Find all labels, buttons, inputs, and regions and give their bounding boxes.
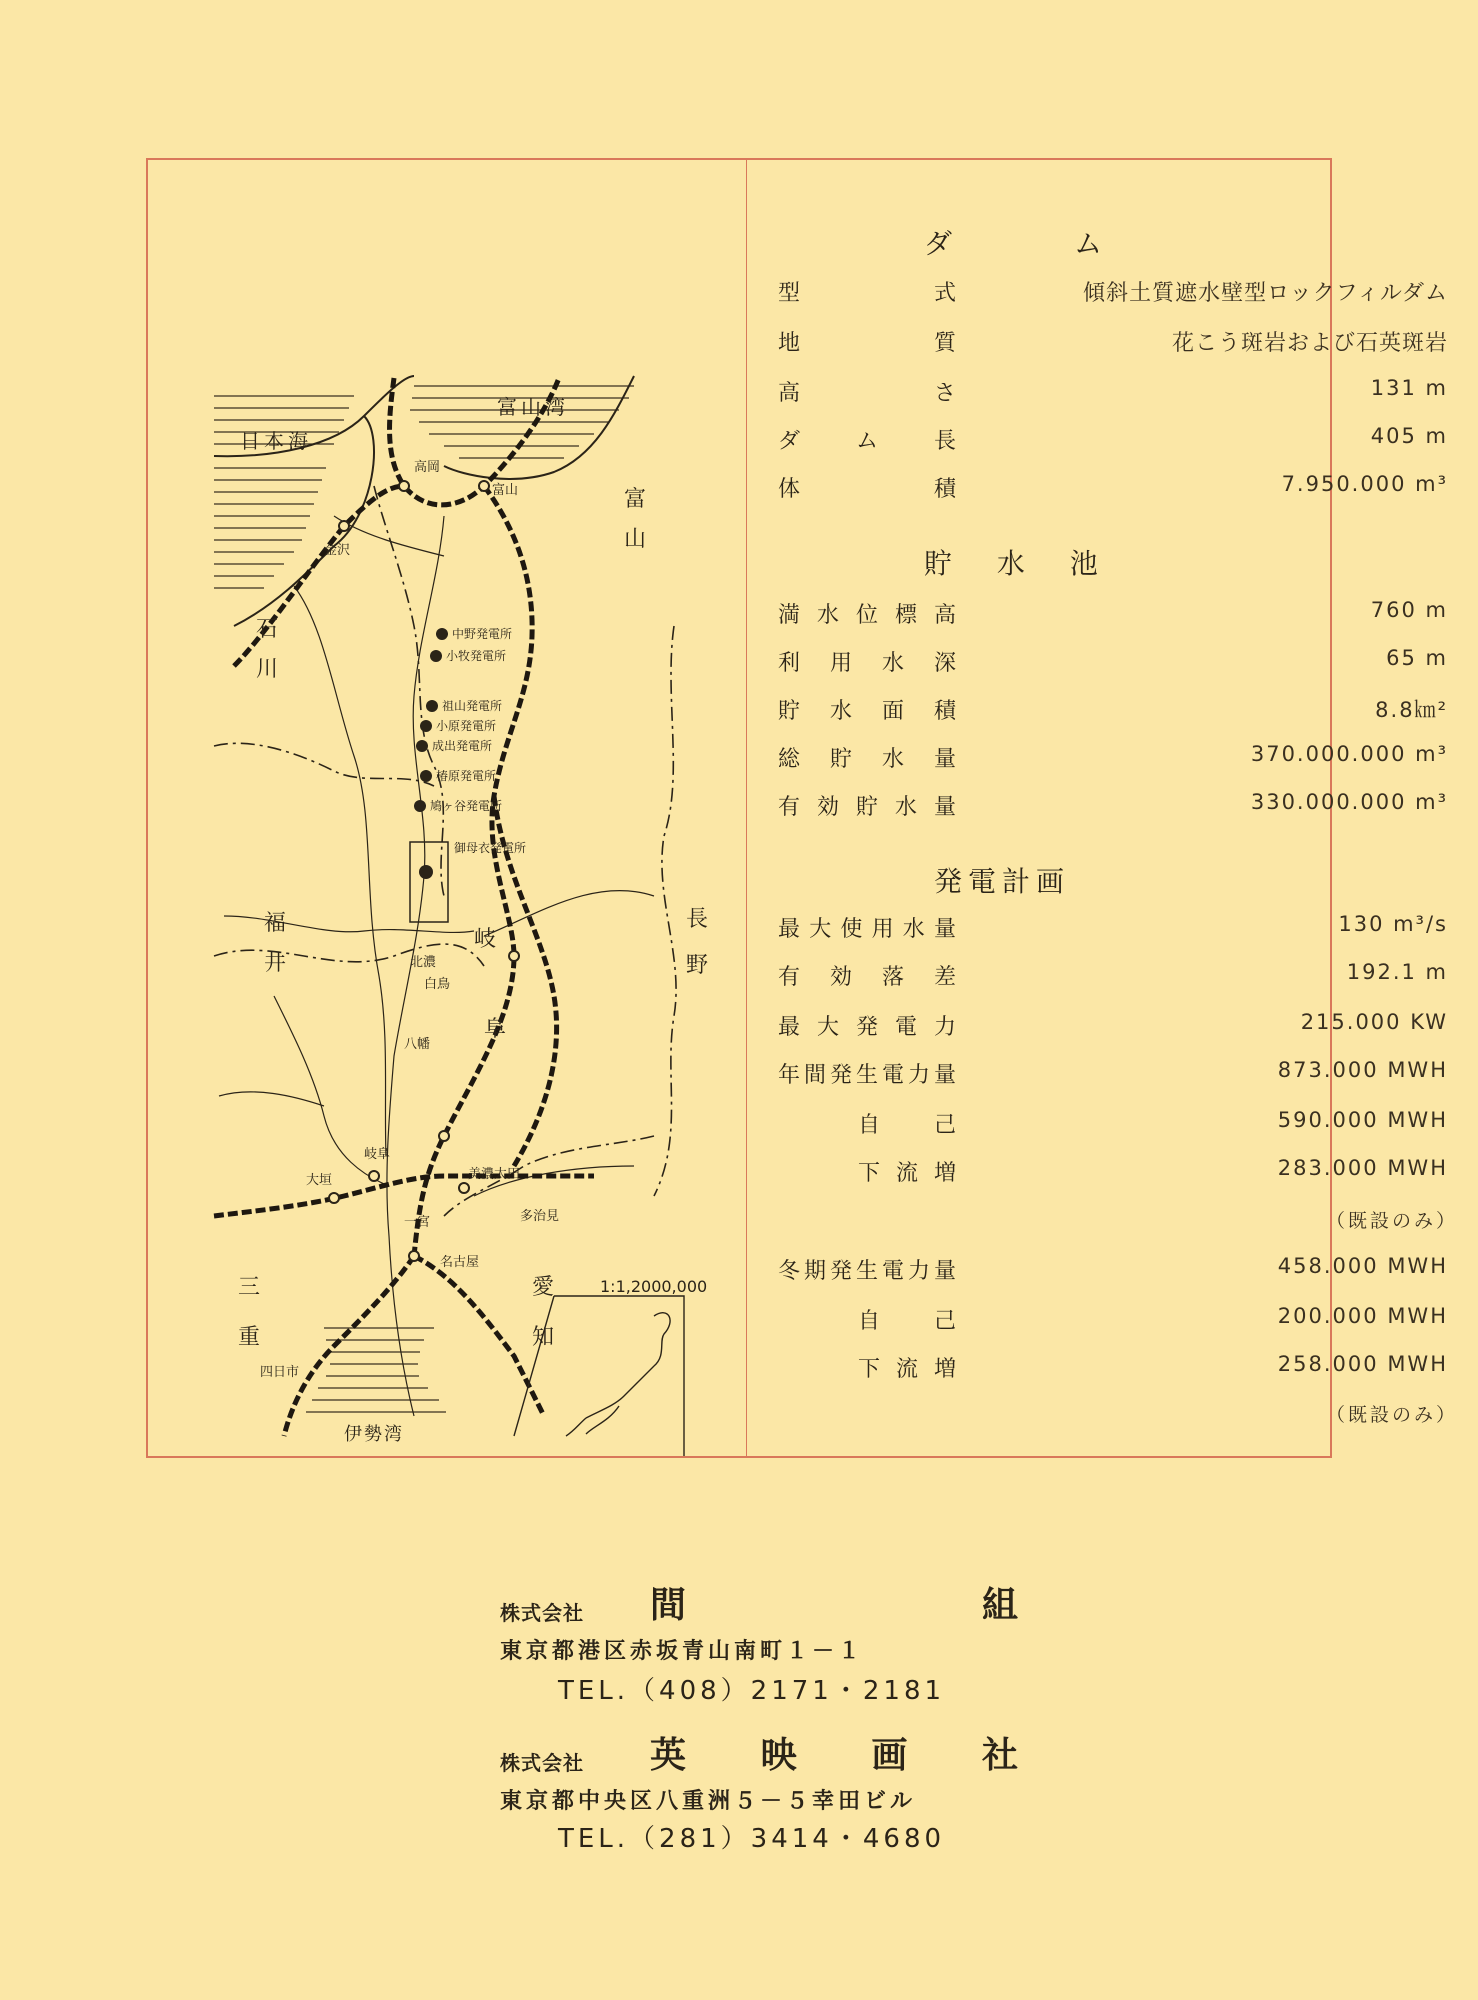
specifications bbox=[778, 160, 1478, 1456]
spec-label: 有効貯水量 bbox=[778, 795, 958, 820]
city-label: 四日市 bbox=[260, 1365, 300, 1380]
spec-value: 8.8㎞² bbox=[1375, 698, 1448, 722]
pref-label: 富 bbox=[624, 487, 647, 512]
map-scale: 1:1,2000,000 bbox=[600, 1277, 708, 1296]
spec-label: 有効落差 bbox=[778, 965, 958, 990]
city-label: 白鳥 bbox=[424, 977, 451, 992]
city-label: 大垣 bbox=[306, 1173, 333, 1188]
pref-label: 山 bbox=[624, 527, 647, 552]
spec-row bbox=[778, 1304, 1448, 1340]
spec-label: 年間発生電力量 bbox=[778, 1063, 958, 1088]
spec-row bbox=[778, 742, 1448, 778]
plant-label: 御母衣発電所 bbox=[454, 841, 527, 855]
spec-value: 330.000.000 m³ bbox=[1250, 790, 1448, 814]
spec-row bbox=[778, 960, 1448, 996]
spec-row bbox=[778, 790, 1448, 826]
dam-heading: ダ ム bbox=[924, 227, 1125, 260]
column-divider bbox=[746, 160, 747, 1456]
spec-value: 283.000 MWH bbox=[1277, 1156, 1448, 1180]
spec-row bbox=[778, 912, 1448, 948]
company-address: 東京都港区赤坂青山南町１－１ bbox=[500, 1639, 865, 1664]
publisher-footer bbox=[500, 1585, 1040, 1854]
plant-label: 小原発電所 bbox=[436, 719, 497, 733]
spec-value: 258.000 MWH bbox=[1277, 1352, 1448, 1376]
company-name: 間 組 bbox=[650, 1585, 1020, 1626]
plant-label: 椿原発電所 bbox=[436, 769, 497, 783]
spec-label: 最大使用水量 bbox=[778, 917, 958, 942]
city-label: 美濃太田 bbox=[468, 1167, 521, 1182]
prefecture-borders bbox=[214, 486, 676, 1216]
pref-label: 知 bbox=[532, 1325, 555, 1350]
spec-label: 貯水面積 bbox=[778, 699, 958, 724]
spec-row bbox=[778, 1352, 1448, 1388]
company-tel: TEL.（408）2171・2181 bbox=[558, 1676, 946, 1706]
spec-value: 215.000 KW bbox=[1300, 1010, 1448, 1034]
plant-label: 鳩ヶ谷発電所 bbox=[430, 799, 503, 813]
route-map bbox=[214, 376, 714, 1456]
toyama-bay-label: 富山湾 bbox=[497, 395, 569, 419]
company-name: 英映画社 bbox=[650, 1735, 1020, 1776]
spec-label: ダ ム 長 bbox=[778, 429, 958, 454]
pref-label: 野 bbox=[686, 953, 709, 978]
plant-label: 成出発電所 bbox=[432, 739, 493, 753]
spec-row bbox=[778, 376, 1448, 412]
city-label: 金沢 bbox=[324, 543, 351, 558]
spec-row bbox=[778, 646, 1448, 682]
spec-value: 873.000 MWH bbox=[1277, 1058, 1448, 1082]
spec-value: 192.1 m bbox=[1346, 960, 1448, 984]
spec-label: 自 己 bbox=[858, 1309, 958, 1334]
spec-row bbox=[778, 276, 1448, 312]
spec-value: 458.000 MWH bbox=[1277, 1254, 1448, 1278]
pref-label: 重 bbox=[238, 1325, 261, 1350]
spec-value: 405 m bbox=[1370, 424, 1448, 448]
spec-label: 最大発電力 bbox=[778, 1015, 958, 1040]
spec-row bbox=[778, 598, 1448, 634]
spec-value: 200.000 MWH bbox=[1277, 1304, 1448, 1328]
spec-label: 体 積 bbox=[778, 477, 958, 502]
company-type: 株式会社 bbox=[500, 1601, 584, 1625]
power-heading: 発電計画 bbox=[934, 865, 1071, 898]
city-label: 多治見 bbox=[520, 1209, 560, 1224]
spec-value: 花こう斑岩および石英斑岩 bbox=[1171, 331, 1448, 356]
existing-only-note: （既設のみ） bbox=[1325, 1210, 1458, 1232]
city-label: 北濃 bbox=[410, 955, 437, 970]
ise-bay-hatch bbox=[306, 1328, 446, 1412]
pref-label: 井 bbox=[264, 951, 287, 976]
spec-row bbox=[778, 326, 1448, 362]
spec-label: 総貯水量 bbox=[778, 747, 958, 772]
japan-inset bbox=[514, 1296, 684, 1456]
spec-label: 高 さ bbox=[778, 381, 958, 406]
spec-row bbox=[778, 1156, 1448, 1192]
pref-label: 岐 bbox=[474, 927, 497, 952]
pref-label: 福 bbox=[264, 911, 287, 936]
spec-label: 自 己 bbox=[858, 1113, 958, 1138]
spec-row bbox=[778, 1010, 1448, 1046]
company-1 bbox=[500, 1585, 1020, 1628]
city-label: 一宮 bbox=[404, 1215, 431, 1230]
spec-value: 760 m bbox=[1370, 598, 1448, 622]
plant-label: 中野発電所 bbox=[452, 627, 513, 641]
city-label: 名古屋 bbox=[440, 1255, 480, 1270]
spec-value: 590.000 MWH bbox=[1277, 1108, 1448, 1132]
spec-row bbox=[778, 1108, 1448, 1144]
spec-value: 130 m³/s bbox=[1338, 912, 1448, 936]
coastline bbox=[214, 376, 634, 626]
spec-value: 7.950.000 m³ bbox=[1281, 472, 1448, 496]
spec-value: 131 m bbox=[1370, 376, 1448, 400]
city-label: 岐阜 bbox=[364, 1147, 391, 1162]
city-label: 高岡 bbox=[414, 460, 441, 475]
spec-row bbox=[778, 694, 1448, 730]
spec-label: 下流増 bbox=[858, 1357, 958, 1382]
existing-only-note: （既設のみ） bbox=[1325, 1404, 1458, 1426]
spec-label: 下流増 bbox=[858, 1161, 958, 1186]
map-labels bbox=[238, 395, 708, 1445]
sea-japan-hatch bbox=[214, 396, 354, 588]
pref-label: 愛 bbox=[532, 1275, 555, 1300]
spec-label: 冬期発生電力量 bbox=[778, 1259, 958, 1284]
spec-label: 型 式 bbox=[778, 281, 958, 306]
company-tel: TEL.（281）3414・4680 bbox=[558, 1824, 946, 1854]
spec-row bbox=[778, 1058, 1448, 1094]
company-2 bbox=[500, 1735, 1020, 1778]
pref-label: 長 bbox=[686, 907, 709, 932]
spec-value: 65 m bbox=[1386, 646, 1448, 670]
ise-bay-label: 伊勢湾 bbox=[344, 1424, 404, 1445]
spec-label: 満水位標高 bbox=[778, 603, 958, 628]
pref-label: 石 bbox=[256, 617, 279, 642]
spec-value: 370.000.000 m³ bbox=[1250, 742, 1448, 766]
company-type: 株式会社 bbox=[500, 1751, 584, 1775]
content-frame bbox=[146, 158, 1458, 1458]
plant-label: 小牧発電所 bbox=[446, 649, 507, 663]
city-label: 富山 bbox=[492, 483, 519, 498]
spec-row bbox=[778, 1254, 1448, 1290]
spec-row bbox=[778, 472, 1448, 508]
city-label: 八幡 bbox=[404, 1037, 431, 1052]
company-address: 東京都中央区八重洲５－５幸田ビル bbox=[500, 1789, 917, 1814]
spec-row bbox=[778, 424, 1448, 460]
spec-label: 利用水深 bbox=[778, 651, 958, 676]
spec-value: 傾斜土質遮水壁型ロックフィルダム bbox=[1083, 281, 1448, 306]
sea-japan-label: 日本海 bbox=[240, 429, 312, 453]
pref-label: 川 bbox=[256, 657, 279, 682]
reservoir-heading: 貯 水 池 bbox=[924, 547, 1116, 580]
plant-label: 祖山発電所 bbox=[442, 699, 503, 713]
pref-label: 阜 bbox=[484, 1017, 507, 1042]
pref-label: 三 bbox=[238, 1275, 261, 1300]
spec-label: 地 質 bbox=[778, 331, 958, 356]
